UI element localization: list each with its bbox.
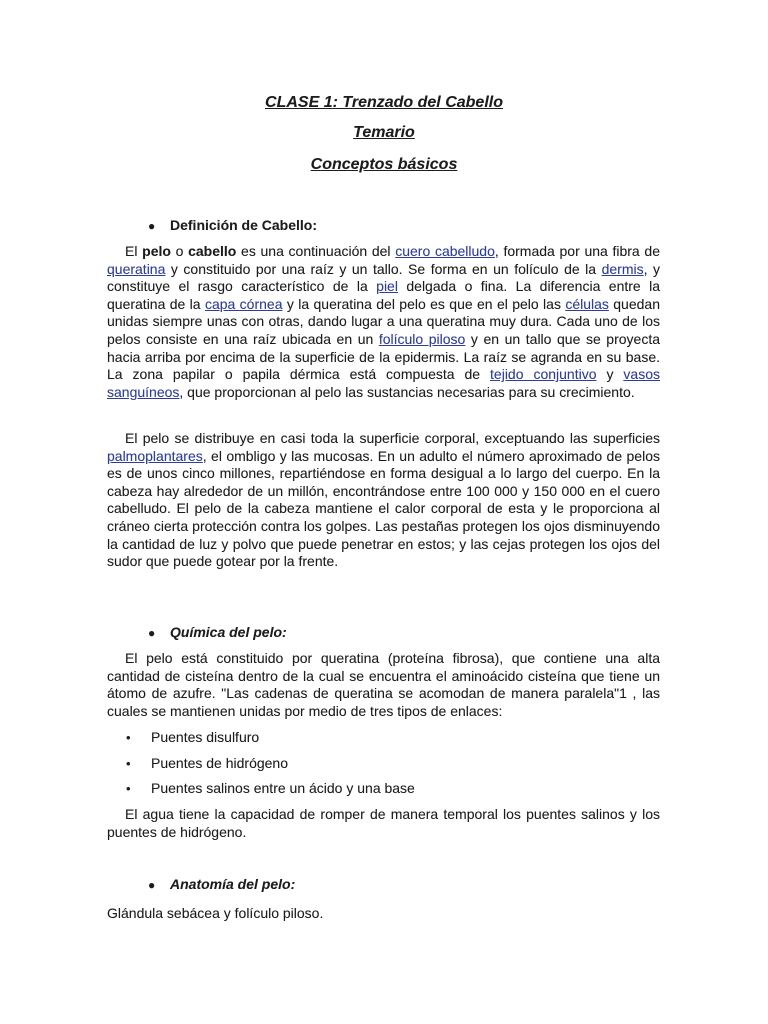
text-run: El xyxy=(125,243,143,259)
text-run: es una continuación del xyxy=(236,243,396,259)
text-run: y en un tallo que se proyecta hacia arriba por encima de la superficie de la epidermis. La raíz se agranda en su base. La zona papilar o papila dérmica está compuesta de xyxy=(107,330,660,383)
section-heading-label: Química del pelo: xyxy=(170,624,287,640)
section-heading-label: Anatomía del pelo: xyxy=(170,876,296,892)
section-heading-anatomia xyxy=(148,875,295,894)
text-run: o xyxy=(170,243,189,259)
text-run: , y constituye el rasgo característico de la xyxy=(107,260,661,295)
list-item-label: Puentes de hidrógeno xyxy=(151,754,288,771)
bullet-icon: • xyxy=(126,781,131,796)
paragraph-quimica-1: El pelo está constituido por queratina (proteína fibrosa), que contiene una alta cantidad de cisteína dentro de la cual se encuentra el aminoácido cisteína que tiene un átomo de azufre. "Las cadenas de queratina se acomodan de manera paralela"1 , las cuales se mantienen unidas por medio de tres tipos de enlaces: xyxy=(107,650,660,719)
text-run: El pelo se distribuye en casi toda la superficie corporal, exceptuando las superficies xyxy=(125,430,660,446)
link-dermis[interactable]: dermis xyxy=(601,260,644,277)
text-run: , que proporcionan al pelo las sustancias necesarias para su crecimiento. xyxy=(179,383,635,400)
link-queratina[interactable]: queratina xyxy=(107,260,166,277)
list-item xyxy=(107,755,415,781)
section-heading-label: Definición de Cabello: xyxy=(170,217,318,233)
text-run: , el ombligo y las mucosas. En un adulto el número aproximado de pelos es de unos cinco millones, repartiéndose en forma desigual a lo largo del cuerpo. En la cabeza hay alrededor de un millón, encontrándose entre 100 000 y 150 000 en el cuero cabelludo. El pelo de la cabeza mantiene el calor corporal de esta y le proporciona al cráneo cierta protección contra los golpes. Las pestañas protegen los ojos disminuyendo la cantidad de luz y polvo que puede penetrar en estos; y las cejas protegen los ojos del sudor que puede gotear por la frente. xyxy=(107,447,660,570)
bold-term-cabello: cabello xyxy=(188,243,237,259)
bullet-icon: ● xyxy=(148,878,156,892)
text-run: quedan unidas siempre unas con otras, dando lugar a una queratina muy dura. Cada uno de los pelos consiste en una raíz ubicada en un xyxy=(107,295,660,347)
document-subtitle-conceptos: Conceptos básicos xyxy=(310,156,458,173)
document-subtitle: Temario xyxy=(353,124,415,141)
paragraph-definicion-1 xyxy=(107,243,660,401)
link-capa-cornea[interactable]: capa córnea xyxy=(204,295,283,312)
text-run: delgada o fina. La diferencia entre la queratina de la xyxy=(107,278,660,312)
link-foliculo-piloso[interactable]: folículo piloso xyxy=(378,330,466,347)
bullet-icon: ● xyxy=(148,626,156,640)
text-run: y xyxy=(596,366,624,383)
bullet-icon: • xyxy=(126,755,131,771)
link-cuero-cabelludo[interactable]: cuero cabelludo xyxy=(395,243,495,259)
document-title: CLASE 1: Trenzado del Cabello xyxy=(265,94,503,111)
link-tejido-conjuntivo[interactable]: tejido conjuntivo xyxy=(490,366,597,383)
paragraph-anatomia-1: Glándula sebácea y folículo piloso. xyxy=(107,905,324,921)
link-vasos-sanguineos[interactable]: vasos sanguíneos xyxy=(107,366,660,400)
list-item-label: Puentes salinos entre un ácido y una base xyxy=(151,780,415,796)
link-palmoplantares[interactable]: palmoplantares xyxy=(107,447,203,464)
text-run: , formada por una fibra de xyxy=(494,243,660,259)
section-heading-definicion xyxy=(148,216,317,235)
text-run: y constituido por una raíz y un tallo. Se forma en un folículo de la xyxy=(165,260,602,277)
paragraph-definicion-2 xyxy=(107,430,660,571)
link-piel[interactable]: piel xyxy=(376,278,398,295)
list-item xyxy=(107,780,415,806)
bond-types-list xyxy=(107,729,415,806)
bold-term-pelo: pelo xyxy=(142,243,171,259)
bullet-icon: ● xyxy=(148,219,156,233)
bullet-icon: • xyxy=(126,730,131,745)
list-item-label: Puentes disulfuro xyxy=(151,729,260,745)
section-heading-quimica xyxy=(148,623,287,642)
link-celulas[interactable]: células xyxy=(565,295,609,312)
list-item xyxy=(107,729,415,755)
paragraph-quimica-2: El agua tiene la capacidad de romper de manera temporal los puentes salinos y los puentes de hidrógeno. xyxy=(107,806,660,840)
text-run: y la queratina del pelo es que en el pelo las xyxy=(282,295,566,312)
